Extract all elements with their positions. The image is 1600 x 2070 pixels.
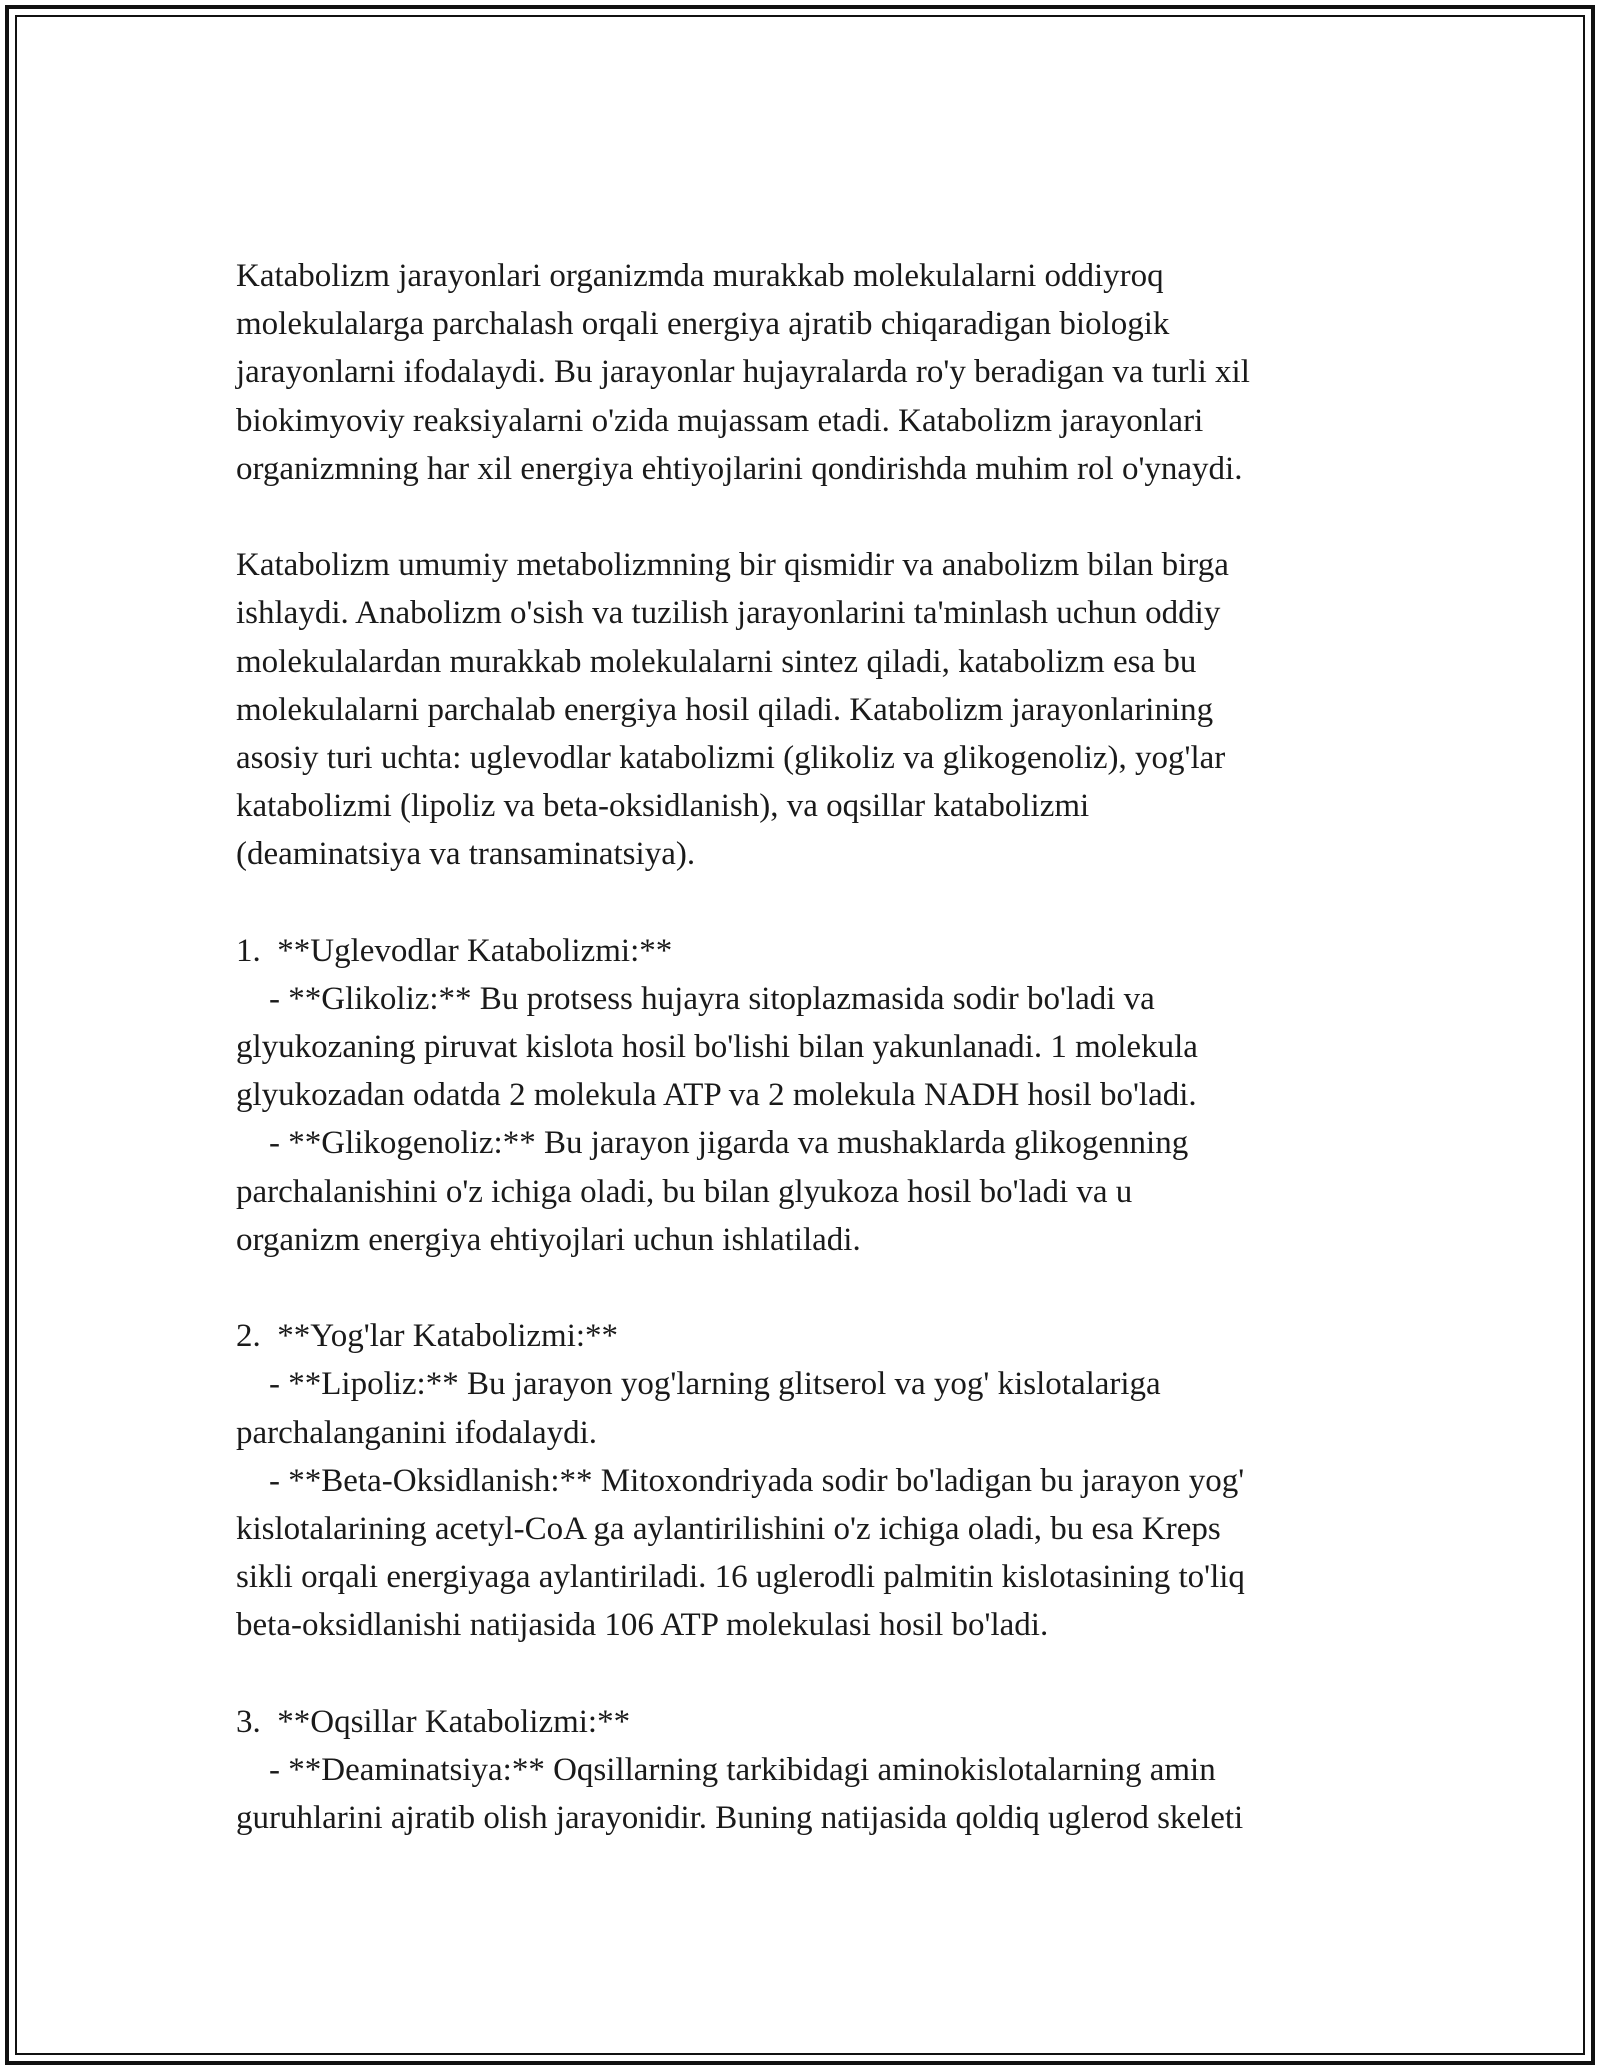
text-line: glyukozadan odatda 2 molekula ATP va 2 molekula NADH hosil bo'ladi. [236, 1077, 1197, 1114]
list-item-line: - **Deaminatsiya:** Oqsillarning tarkibidagi aminokislotalarning amin [236, 1751, 1216, 1788]
text-line: Katabolizm umumiy metabolizmning bir qismidir va anabolizm bilan birga [236, 547, 1229, 584]
text-line: asosiy turi uchta: uglevodlar katabolizmi (glikoliz va glikogenoliz), yog'lar [236, 739, 1226, 776]
paragraph-gap [236, 1264, 1386, 1312]
paragraph-intro [236, 252, 1386, 493]
text-line: Katabolizm jarayonlari organizmda murakkab molekulalarni oddiyroq [236, 258, 1164, 294]
list-item-line: - **Glikoliz:** Bu protsess hujayra sitoplazmasida sodir bo'ladi va [236, 980, 1155, 1017]
section-protein-catabolism [236, 1698, 1386, 1843]
text-line: biokimyoviy reaksiyalarni o'zida mujassam etadi. Katabolizm jarayonlari [236, 402, 1204, 439]
text-line: organizm energiya ehtiyojlari uchun ishlatiladi. [236, 1221, 861, 1258]
list-item-line: - **Lipoliz:** Bu jarayon yog'larning glitserol va yog' kislotalariga [236, 1366, 1161, 1403]
section-heading: 3. **Oqsillar Katabolizmi:** [236, 1703, 631, 1740]
text-line: katabolizmi (lipoliz va beta-oksidlanish), va oqsillar katabolizmi [236, 788, 1090, 825]
text-line: kislotalarining acetyl-CoA ga aylantirilishini o'z ichiga oladi, bu esa Kreps [236, 1510, 1221, 1547]
paragraph-gap [236, 493, 1386, 541]
text-line: (deaminatsiya va transaminatsiya). [236, 836, 696, 873]
list-item-line: - **Beta-Oksidlanish:** Mitoxondriyada sodir bo'ladigan bu jarayon yog' [236, 1462, 1245, 1499]
text-line: molekulalarga parchalash orqali energiya ajratib chiqaradigan biologik [236, 306, 1170, 343]
document-body [236, 252, 1386, 1842]
section-fat-catabolism [236, 1312, 1386, 1649]
paragraph-overview [236, 541, 1386, 878]
paragraph-gap [236, 878, 1386, 926]
section-heading: 2. **Yog'lar Katabolizmi:** [236, 1318, 619, 1355]
paragraph-gap [236, 1649, 1386, 1697]
section-carbohydrate-catabolism [236, 927, 1386, 1264]
text-line: guruhlarini ajratib olish jarayonidir. Buning natijasida qoldiq uglerod skeleti [236, 1800, 1244, 1836]
text-line: molekulalarni parchalab energiya hosil qiladi. Katabolizm jarayonlarining [236, 691, 1214, 728]
text-line: glyukozaning piruvat kislota hosil bo'lishi bilan yakunlanadi. 1 molekula [236, 1029, 1198, 1065]
text-line: jarayonlarni ifodalaydi. Bu jarayonlar hujayralarda ro'y beradigan va turli xil [236, 354, 1250, 391]
list-item-line: - **Glikogenoliz:** Bu jarayon jigarda va mushaklarda glikogenning [236, 1125, 1189, 1162]
text-line: molekulalardan murakkab molekulalarni sintez qiladi, katabolizm esa bu [236, 643, 1197, 680]
text-line: ishlaydi. Anabolizm o'sish va tuzilish jarayonlarini ta'minlash uchun oddiy [236, 595, 1221, 632]
text-line: parchalanganini ifodalaydi. [236, 1414, 598, 1451]
text-line: sikli orqali energiyaga aylantiriladi. 16 uglerodli palmitin kislotasining to'liq [236, 1559, 1245, 1596]
text-line: organizmning har xil energiya ehtiyojlarini qondirishda muhim rol o'ynaydi. [236, 450, 1243, 487]
section-heading: 1. **Uglevodlar Katabolizmi:** [236, 932, 673, 969]
text-line: beta-oksidlanishi natijasida 106 ATP molekulasi hosil bo'ladi. [236, 1607, 1049, 1644]
text-line: parchalanishini o'z ichiga oladi, bu bilan glyukoza hosil bo'ladi va u [236, 1173, 1133, 1210]
